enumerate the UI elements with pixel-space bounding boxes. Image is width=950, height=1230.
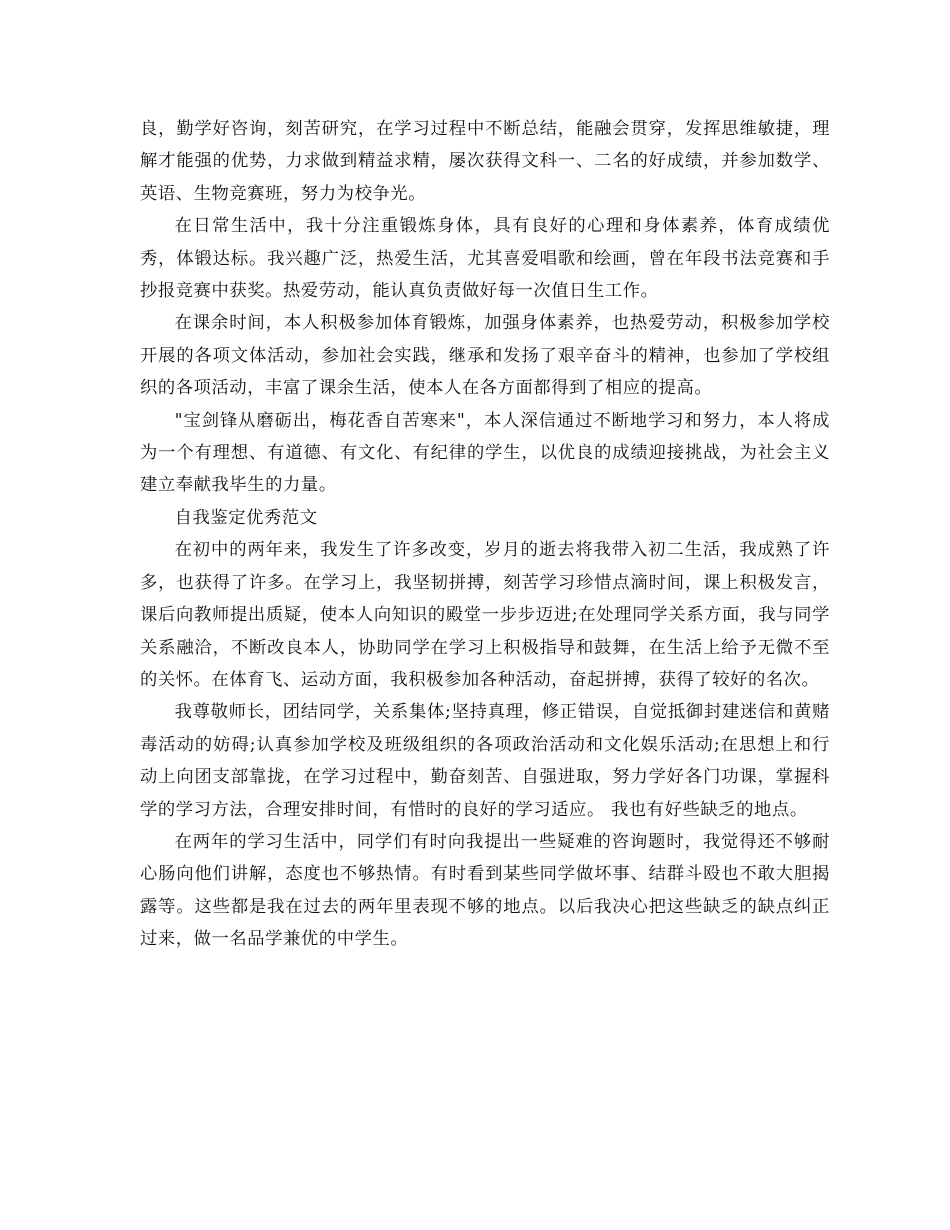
paragraph-quote: "宝剑锋从磨砺出，梅花香自苦寒来"，本人深信通过不断地学习和努力，本人将成为一个有理想、有道德、有文化、有纪律的学生，以优良的成绩迎接挑战，为社会主义建立奉献我毕生的力量。 [140,410,830,496]
paragraph-continued: 良，勤学好咨询，刻苦研究，在学习过程中不断总结，能融会贯穿，发挥思维敏捷，理解才能强的优势，力求做到精益求精，屡次获得文科一、二名的好成绩，并参加数学、英语、生物竞赛班，努力为校争光。 [140,119,830,204]
paragraph-daily-life: 在日常生活中，我十分注重锻炼身体，具有良好的心理和身体素养，体育成绩优秀，体锻达标。我兴趣广泛，热爱生活，尤其喜爱唱歌和绘画，曾在年段书法竞赛和手抄报竞赛中获奖。热爱劳动，能认真负责做好每一次值日生工作。 [140,216,830,302]
paragraph-extracurricular: 在课余时间，本人积极参加体育锻炼，加强身体素养，也热爱劳动，积极参加学校开展的各项文体活动，参加社会实践，继承和发扬了艰辛奋斗的精神，也参加了学校组织的各项活动，丰富了课余生活，使本人在各方面都得到了相应的提高。 [140,313,830,399]
paragraph-shortcomings: 在两年的学习生活中，同学们有时向我提出一些疑难的咨询题时，我觉得还不够耐心肠向他们讲解，态度也不够热情。有时看到某些同学做坏事、结群斗殴也不敢大胆揭露等。这些都是我在过去的两年里表现不够的地点。以后我决心把这些缺乏的缺点纠正过来，做一名品学兼优的中学生。 [140,831,830,950]
section-heading: 自我鉴定优秀范文 [174,507,318,528]
paragraph-respect: 我尊敬师长，团结同学，关系集体;坚持真理，修正错误，自觉抵御封建迷信和黄赌毒活动的妨碍;认真参加学校及班级组织的各项政治活动和文化娱乐活动;在思想上和行动上向团支部靠拢，在学习过程中，勤奋刻苦、自强进取，努力学好各门功课，掌握科学的学习方法，合理安排时间，有惜时的良好的学习适应。 我也有好些缺乏的地点。 [140,702,830,820]
paragraph-junior-high: 在初中的两年来，我发生了许多改变，岁月的逝去将我带入初二生活，我成熟了许多，也获得了许多。在学习上，我坚韧拼搏，刻苦学习珍惜点滴时间，课上积极发言，课后向教师提出质疑，使本人向知识的殿堂一步步迈进;在处理同学关系方面，我与同学关系融洽，不断改良本人，协助同学在学习上积极指导和鼓舞，在生活上给予无微不至的关怀。在体育飞、运动方面，我积极参加各种活动，奋起拼搏，获得了较好的名次。 [140,540,830,690]
document-body [140,113,830,956]
